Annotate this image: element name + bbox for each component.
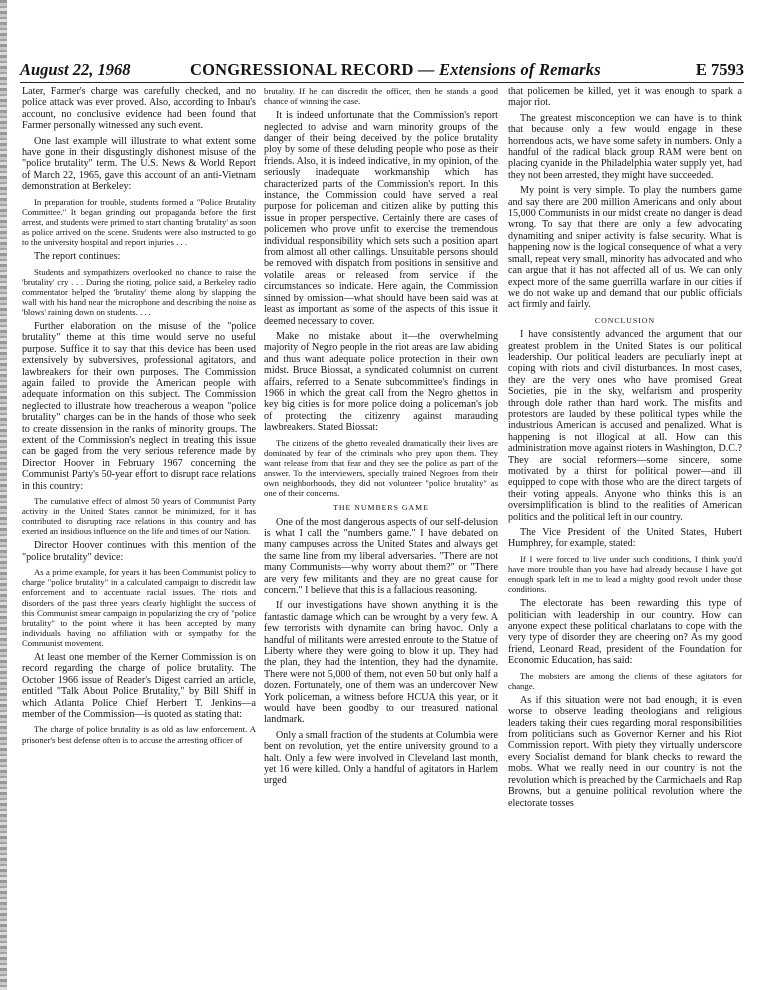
block-quote: Students and sympathizers overlooked no chance to raise the 'brutality' cry . . . During the rioting, police said, a Berkeley radio commentator helped the 'brutality' theme along by slapping the wall with his hand near the microphone and describing the noise as 'blows' raining down on students. . . . — [22, 266, 256, 317]
block-quote: The cumulative effect of almost 50 years of Communist Party activity in the United States cannot be minimized, for it has contributed to disrupting race relations in this country and has exerted an insidious influence on the life and times of our Nation. — [22, 496, 256, 537]
paragraph: The Vice President of the United States, Hubert Humphrey, for example, stated: — [508, 527, 742, 550]
paragraph: Later, Farmer's charge was carefully checked, and no police attack was ever proved. Also, according to Inbau's account, no conclusive evidence had been found that Farmer personally witnessed any such event. — [22, 86, 256, 132]
publication-title — [190, 60, 601, 80]
block-quote: The citizens of the ghetto revealed dramatically their lives are dominated by fear of the criminals who prey upon them. They want release from that fear and they see the police as part of the answer. To the interviewers, specially trained Negroes from their own neighborhoods, they did not volunteer "police brutality" as one of their concerns. — [264, 437, 498, 499]
column-2 — [264, 86, 498, 986]
paragraph: If our investigations have shown anything it is the fantastic damage which can be wrought by a very few. A few terrorists with dynamite can bring havoc. Only a handful of militants were arrested enroute to the Statue of Liberty where they were going to blow it up. They had the plan, they had the intention, they had the dynamite. There were not 5,000 of them, not even 50 but only half a dozen. Fortunately, one of them was an undercover New York policeman, a witness before HCUA this year, or it would have been goodby to our treasured national landmark. — [264, 600, 498, 726]
block-quote: In preparation for trouble, students formed a "Police Brutality Committee." It began grinding out propaganda before the first arrest, and students were primed to start chanting 'brutality' as soon as police arrived on the scene. Students were also instructed to go to the university hospital and report injuries . . . — [22, 196, 256, 248]
paragraph: The greatest misconception we can have is to think that because only a few would engage in these horrendous acts, we have some safety in numbers. Only a handful of the radical black group RAM were bent on placing cyanide in the Philadelphia water supply yet, had they not been arrested, they might have succeeded. — [508, 112, 742, 181]
paragraph: Further elaboration on the misuse of the "police brutality" theme at this time would serve no useful purpose. Suffice it to say that this device has been used extensively by subversives, professional agitators, and lawbreakers for their own purposes. The Commission again failed to provide the American people with adequate information on this subject. The Commission neglected to illustrate how treacherous a weapon "police brutality" charges can be in the hands of those who seek to create dissension in the ranks of minority groups. The extent of the Commission's neglect in treating this issue can be gaged from the very serious reference made by Director Hoover in February 1967 concerning the Communist Party's 50-year effort to disrupt race relations in this country: — [22, 321, 256, 492]
section-heading-conclusion: CONCLUSION — [594, 315, 656, 325]
column-3 — [508, 86, 742, 986]
paragraph: The report continues: — [34, 251, 121, 263]
page-binding-edge — [0, 0, 7, 990]
block-quote: As a prime example, for years it has been Communist policy to charge "police brutality" in a calculated campaign to discredit law enforcement and to accentuate racial issues. The riots and disorders of the past three years clearly highlight the success of this Communist smear campaign in popularizing the cry of "police brutality" to the point where it has been accepted by many individuals having no affiliation with or sympathy for the Communist movement. — [22, 567, 256, 648]
paragraph: Director Hoover continues with this mention of the "police brutality" device: — [22, 540, 256, 563]
paragraph: One last example will illustrate to what extent some have gone in their disgustingly dishonest misuse of the "police brutality" term. The U.S. News & World Report of March 22, 1965, gave this account of an anti-Vietnam demonstration at Berkeley: — [22, 135, 256, 193]
section-name: Extensions of Remarks — [438, 60, 601, 79]
page-number: E 7593 — [695, 60, 744, 79]
block-quote: The mobsters are among the clients of these agitators for change. — [508, 670, 742, 691]
record-name: CONGRESSIONAL RECORD — — [190, 60, 435, 79]
paragraph: As if this situation were not bad enough, it is even worse to observe leading theologians and religious leaders taking their cues regarding moral responsibilities from politicians such as Governor Kerner and his Riot Commission report. With piety they virtually underscore every Socialist demand for blank checks to reward the mobs. What we really need in our country is not the revolution which is preached by the Carmichaels and Rap Browns, but a genuine political revolution where the electorate tosses — [508, 694, 742, 809]
column-1 — [22, 86, 256, 986]
masthead — [20, 60, 744, 83]
paragraph: Make no mistake about it—the overwhelming majority of Negro people in the riot areas are law abiding and thus want adequate police protection in their own midst. Bruce Biossat, a syndicated columnist on current affairs, referred to a Senate subcommittee's findings in 1966 in which the great call from the Negro ghettos in key big cities is for more police doing a policeman's job of protecting the citizenry against marauding lawbreakers. Stated Biossat: — [264, 330, 498, 434]
block-quote: The charge of police brutality is as old as law enforcement. A prisoner's best defense often is to accuse the arresting officer of — [22, 724, 256, 745]
paragraph: Only a small fraction of the students at Columbia were bent on revolution, yet the entire university ground to a halt. Only a few were involved in Cleveland last month, yet 16 were killed. Only a handful of agitators in Harlem urged — [264, 729, 498, 787]
paragraph: My point is very simple. To play the numbers game and say there are 200 million Americans and only about 15,000 Communists in our midst create no danger is dead wrong. To say that there are only a few advocating dynamiting and sniper activity is false security. What is happening now is the logical consequence of what a very small, repeat very small, minority has advocated and who can argue that it has not affected all of us. We can only expect more of the same guerrilla warfare in our cities if we do not wake up and demand that our public officials act firmly and fairly. — [508, 185, 742, 311]
block-quote: brutality. If he can discredit the officer, then he stands a good chance of winning the case. — [264, 86, 498, 107]
paragraph: It is indeed unfortunate that the Commission's report neglected to advise and warn minority groups of the danger of their being deceived by the police brutality ploy by some of these deluding people who pose as their friends. Also, it is indeed indicative, in my opinion, of the seriously inadequate workmanship which has characterized parts of the Commission's report. In this instance, the Commission could have served a real purpose for policeman and citizen alike by putting this issue in proper perspective. Certainly there are cases of policemen who prove unfit to exercise the tremendous individual responsibility which sets such a position apart from almost all other callings. Unsuitable persons should be removed with dispatch from positions in sensitive and volatile areas or released from service if the circumstances so indicate. Here again, the Commission sinned by omission—what should have been said was at least as important as some of the aspects of this issue it deemed necessary to cover. — [264, 110, 498, 327]
issue-date: August 22, 1968 — [20, 60, 131, 79]
paragraph: I have consistently advanced the argument that our greatest problem in the United States is our political leadership. Our political leaders are peculiarly inept at coping with riots and civil disturbances. In most cases, they are the very ones who have promised Great Societies, pie in the sky, welfarism and prosperity through dole rather than hard work. The misfits and protestors are lauded by these political types while the industrious American is accused and penalized. What is happening is not illogical at all. How can this administration move against rioters in Washington, D.C.? They are social reformers—some sincere, some motivated by a thirst for political power—and ill equipped to cope with those who are the direct targets of their voting appeals. Anyone who thinks this is an oversimplification is blind to the realities of American politics and the political left in our country. — [508, 329, 742, 523]
paragraph: The electorate has been rewarding this type of politician with leadership in our country. How can anyone expect these political charlatans to cope with the very type of disorder they are cheering on? As my good friend, Leonard Read, president of the Foundation for Economic Education, has said: — [508, 598, 742, 667]
block-quote: If I were forced to live under such conditions, I think you'd have more trouble than you have had already because I have got enough spark left in me to lead a mighty good revolt under those conditions. — [508, 553, 742, 595]
paragraph: that policemen be killed, yet it was enough to spark a major riot. — [508, 86, 742, 109]
section-heading-numbers-game: THE NUMBERS GAME — [333, 503, 429, 513]
paragraph: One of the most dangerous aspects of our self-delusion is what I call the "numbers game." I have debated on many campuses across the United States and always get the same line from my liberal adversaries. "There are not many Communists—why worry about them?" or "There are very few militants and they are no great cause for concern." I believe that this is a fallacious reasoning. — [264, 516, 498, 596]
paragraph: At least one member of the Kerner Commission is on record regarding the charge of police brutality. The October 1966 issue of Reader's Digest carried an article, entitled "Talk About Police Brutality," by Bill Shiff in which Atlanta Police Chief Herbert T. Jenkins—a member of the Commission—is quoted as stating that: — [22, 652, 256, 721]
